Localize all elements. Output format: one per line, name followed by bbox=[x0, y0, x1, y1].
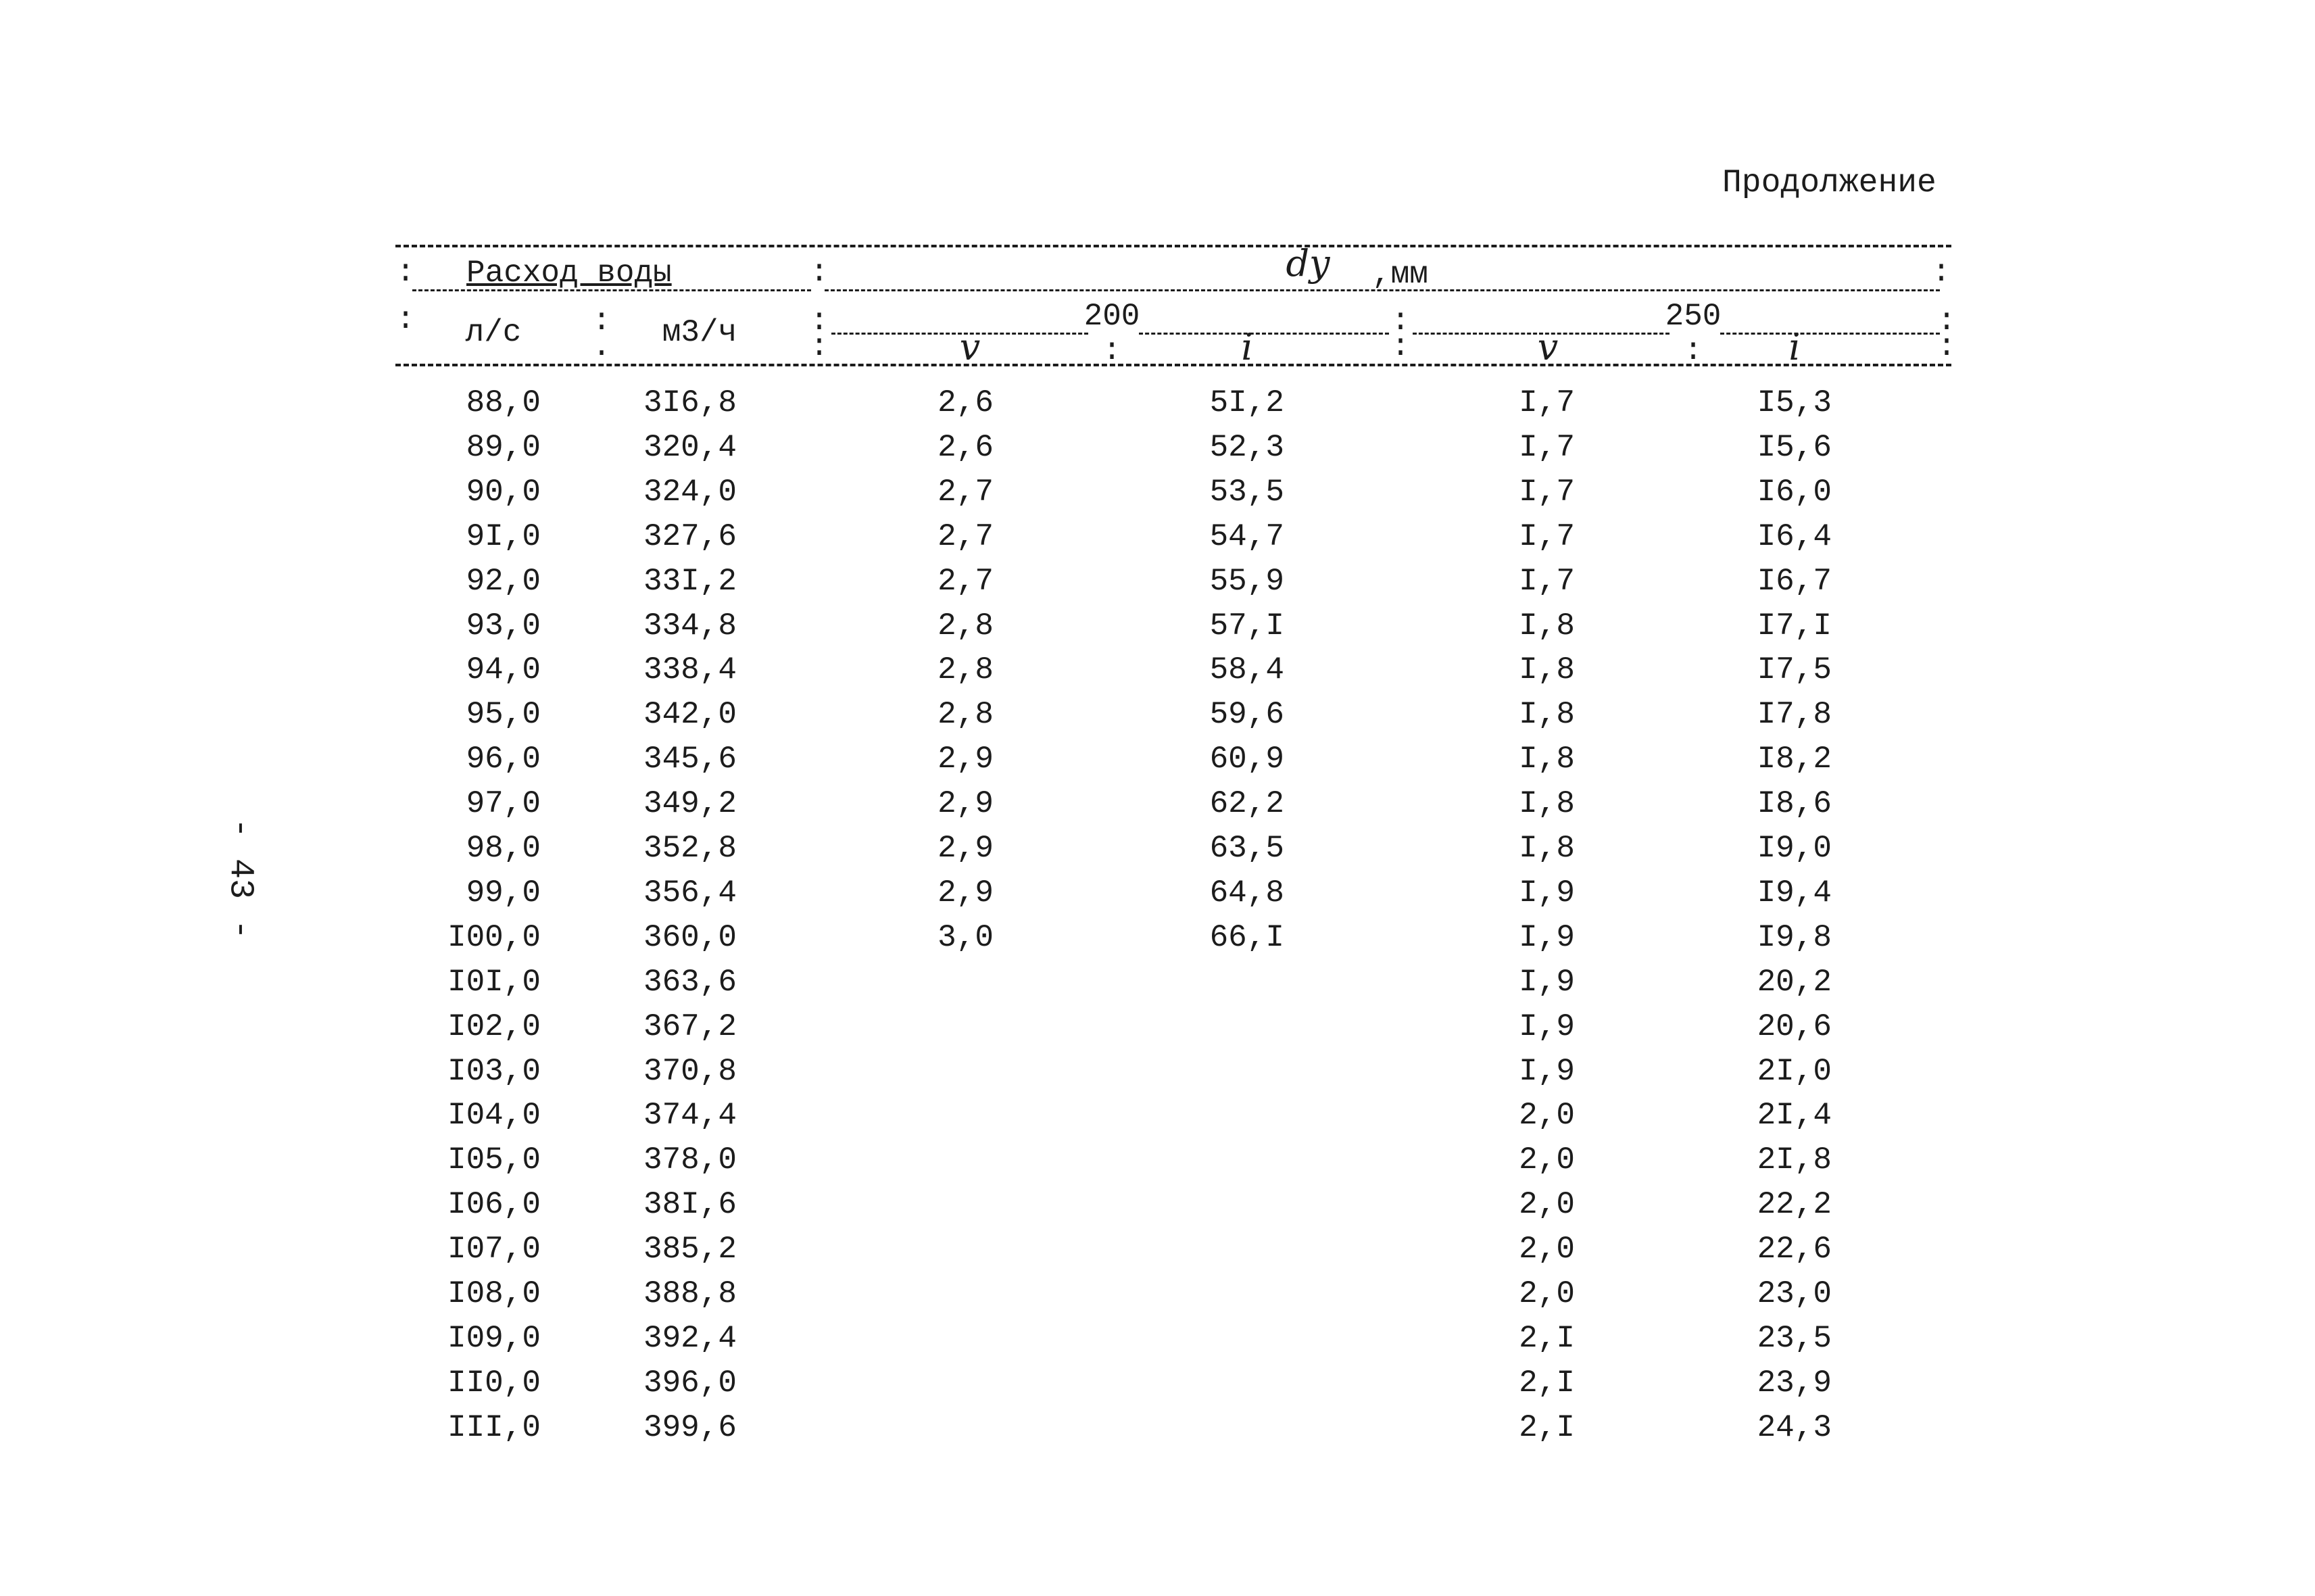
cell-v250: 2,0 bbox=[1519, 1187, 1575, 1223]
table-row bbox=[0, 786, 2315, 831]
cell-m3h: 320,4 bbox=[643, 429, 737, 465]
cell-ls: I05,0 bbox=[447, 1142, 541, 1178]
cell-v200: 2,8 bbox=[937, 608, 994, 644]
cell-v200: 2,9 bbox=[937, 742, 994, 777]
cell-ls: I03,0 bbox=[447, 1053, 541, 1089]
table-row bbox=[0, 608, 2315, 653]
header-rule bbox=[1139, 333, 1389, 335]
cell-i200: 59,6 bbox=[1209, 697, 1284, 733]
table-row bbox=[0, 697, 2315, 742]
cell-i250: I9,4 bbox=[1757, 875, 1832, 911]
cell-i200: 66,I bbox=[1209, 919, 1284, 955]
cell-m3h: 396,0 bbox=[643, 1365, 737, 1401]
cell-ls: 89,0 bbox=[466, 429, 541, 465]
cell-ls: 93,0 bbox=[466, 608, 541, 644]
cell-v250: 2,I bbox=[1519, 1409, 1575, 1445]
table-row bbox=[0, 831, 2315, 875]
cell-v250: 2,0 bbox=[1519, 1276, 1575, 1311]
cell-v250: I,8 bbox=[1519, 608, 1575, 644]
header-separator: : bbox=[1937, 329, 1956, 364]
header-rule bbox=[1720, 333, 1940, 335]
table-row bbox=[0, 1142, 2315, 1187]
header-separator: : bbox=[810, 255, 829, 290]
table-row bbox=[0, 475, 2315, 519]
cell-v200: 2,6 bbox=[937, 429, 994, 465]
cell-m3h: 363,6 bbox=[643, 964, 737, 1000]
cell-ls: 96,0 bbox=[466, 742, 541, 777]
cell-ls: I02,0 bbox=[447, 1009, 541, 1044]
cell-m3h: 327,6 bbox=[643, 518, 737, 554]
cell-v250: I,7 bbox=[1519, 474, 1575, 510]
header-separator: : bbox=[396, 302, 415, 337]
cell-v250: 2,I bbox=[1519, 1320, 1575, 1356]
col-header-ls: л/с bbox=[465, 315, 522, 350]
header-rule bbox=[412, 289, 811, 291]
header-rule bbox=[825, 289, 1940, 291]
cell-ls: 99,0 bbox=[466, 875, 541, 911]
cell-v200: 2,9 bbox=[937, 875, 994, 911]
cell-m3h: 378,0 bbox=[643, 1142, 737, 1178]
cell-v250: I,7 bbox=[1519, 563, 1575, 599]
cell-i250: 2I,0 bbox=[1757, 1053, 1832, 1089]
table-row bbox=[0, 875, 2315, 920]
header-bottom-rule bbox=[395, 364, 1951, 366]
table-row bbox=[0, 385, 2315, 430]
cell-i250: 23,0 bbox=[1757, 1276, 1832, 1311]
cell-v200: 2,7 bbox=[937, 518, 994, 554]
table-row bbox=[0, 1009, 2315, 1054]
cell-m3h: 3I6,8 bbox=[643, 385, 737, 420]
cell-i200: 64,8 bbox=[1209, 875, 1284, 911]
cell-v250: I,9 bbox=[1519, 964, 1575, 1000]
cell-m3h: 367,2 bbox=[643, 1009, 737, 1044]
cell-m3h: 338,4 bbox=[643, 652, 737, 688]
header-separator: . bbox=[592, 329, 611, 364]
cell-m3h: 33I,2 bbox=[643, 563, 737, 599]
header-separator: : bbox=[396, 255, 415, 290]
cell-i250: I7,I bbox=[1757, 608, 1832, 644]
cell-v200: 2,6 bbox=[937, 385, 994, 420]
header-top-rule bbox=[395, 245, 1951, 247]
cell-v250: I,7 bbox=[1519, 518, 1575, 554]
cell-ls: 92,0 bbox=[466, 563, 541, 599]
col-header-i-250: i bbox=[1788, 326, 1801, 368]
table-row bbox=[0, 1054, 2315, 1098]
header-separator: : bbox=[1391, 304, 1410, 339]
cell-m3h: 392,4 bbox=[643, 1320, 737, 1356]
cell-i200: 54,7 bbox=[1209, 518, 1284, 554]
cell-v250: I,8 bbox=[1519, 786, 1575, 822]
header-separator: : bbox=[592, 304, 611, 339]
table-row bbox=[0, 742, 2315, 786]
cell-v200: 2,9 bbox=[937, 786, 994, 822]
cell-v250: I,8 bbox=[1519, 652, 1575, 688]
cell-ls: 98,0 bbox=[466, 831, 541, 866]
header-separator: : bbox=[1684, 333, 1703, 368]
cell-i200: 57,I bbox=[1209, 608, 1284, 644]
cell-i250: I8,6 bbox=[1757, 786, 1832, 822]
cell-m3h: 324,0 bbox=[643, 474, 737, 510]
col-header-v-200: v bbox=[959, 326, 981, 368]
cell-ls: III,0 bbox=[447, 1409, 541, 1445]
table-row bbox=[0, 1232, 2315, 1276]
cell-v250: I,9 bbox=[1519, 1053, 1575, 1089]
dy-unit: ,мм bbox=[1372, 257, 1428, 292]
table-row bbox=[0, 920, 2315, 965]
cell-v250: I,9 bbox=[1519, 875, 1575, 911]
cell-i250: 22,2 bbox=[1757, 1187, 1832, 1223]
cell-v250: I,9 bbox=[1519, 919, 1575, 955]
table-row bbox=[0, 652, 2315, 697]
cell-i200: 52,3 bbox=[1209, 429, 1284, 465]
cell-i200: 63,5 bbox=[1209, 831, 1284, 866]
cell-i250: 20,2 bbox=[1757, 964, 1832, 1000]
table-row bbox=[0, 1365, 2315, 1410]
table-row bbox=[0, 1276, 2315, 1321]
table-row bbox=[0, 564, 2315, 608]
cell-i250: 23,9 bbox=[1757, 1365, 1832, 1401]
cell-i250: I5,6 bbox=[1757, 429, 1832, 465]
page-number: - 43 - bbox=[220, 817, 260, 940]
cell-ls: II0,0 bbox=[447, 1365, 541, 1401]
cell-m3h: 342,0 bbox=[643, 697, 737, 733]
cell-i250: 23,5 bbox=[1757, 1320, 1832, 1356]
cell-m3h: 399,6 bbox=[643, 1409, 737, 1445]
cell-ls: 97,0 bbox=[466, 786, 541, 822]
cell-v250: I,7 bbox=[1519, 385, 1575, 420]
col-header-i-200: i bbox=[1241, 326, 1253, 368]
cell-v250: 2,0 bbox=[1519, 1142, 1575, 1178]
cell-m3h: 374,4 bbox=[643, 1098, 737, 1134]
cell-v250: I,8 bbox=[1519, 697, 1575, 733]
cell-i200: 5I,2 bbox=[1209, 385, 1284, 420]
cell-i200: 62,2 bbox=[1209, 786, 1284, 822]
col-header-m3h: м3/ч bbox=[662, 315, 737, 350]
cell-m3h: 356,4 bbox=[643, 875, 737, 911]
cell-i250: I6,7 bbox=[1757, 563, 1832, 599]
header-separator: : bbox=[1932, 255, 1951, 290]
table-row bbox=[0, 965, 2315, 1009]
cell-v200: 2,8 bbox=[937, 652, 994, 688]
table-row bbox=[0, 519, 2315, 564]
cell-ls: I06,0 bbox=[447, 1187, 541, 1223]
flow-group-label: Расход воды bbox=[466, 256, 672, 291]
cell-v200: 2,8 bbox=[937, 697, 994, 733]
header-separator: : bbox=[1391, 329, 1410, 364]
cell-v200: 2,7 bbox=[937, 474, 994, 510]
cell-v200: 3,0 bbox=[937, 919, 994, 955]
col-header-250: 250 bbox=[1665, 299, 1722, 334]
cell-v200: 2,7 bbox=[937, 563, 994, 599]
cell-m3h: 360,0 bbox=[643, 919, 737, 955]
header-separator: : bbox=[810, 304, 829, 339]
cell-ls: I0I,0 bbox=[447, 964, 541, 1000]
cell-m3h: 345,6 bbox=[643, 742, 737, 777]
header-separator: : bbox=[810, 329, 829, 364]
cell-ls: I07,0 bbox=[447, 1232, 541, 1267]
cell-ls: I00,0 bbox=[447, 919, 541, 955]
header-separator: : bbox=[1937, 304, 1956, 339]
cell-v200: 2,9 bbox=[937, 831, 994, 866]
cell-ls: 9I,0 bbox=[466, 518, 541, 554]
table-row bbox=[0, 430, 2315, 475]
cell-v250: I,8 bbox=[1519, 831, 1575, 866]
cell-ls: I09,0 bbox=[447, 1320, 541, 1356]
cell-ls: 94,0 bbox=[466, 652, 541, 688]
dy-symbol: dy bbox=[1286, 242, 1330, 285]
cell-ls: 95,0 bbox=[466, 697, 541, 733]
cell-i250: I8,2 bbox=[1757, 742, 1832, 777]
cell-m3h: 388,8 bbox=[643, 1276, 737, 1311]
cell-i200: 60,9 bbox=[1209, 742, 1284, 777]
cell-m3h: 38I,6 bbox=[643, 1187, 737, 1223]
cell-i250: I6,4 bbox=[1757, 518, 1832, 554]
cell-m3h: 385,2 bbox=[643, 1232, 737, 1267]
cell-m3h: 352,8 bbox=[643, 831, 737, 866]
cell-ls: 90,0 bbox=[466, 474, 541, 510]
cell-v250: I,9 bbox=[1519, 1009, 1575, 1044]
cell-i250: 2I,8 bbox=[1757, 1142, 1832, 1178]
cell-ls: 88,0 bbox=[466, 385, 541, 420]
cell-i250: 2I,4 bbox=[1757, 1098, 1832, 1134]
header-separator: : bbox=[1102, 333, 1121, 368]
cell-v250: 2,I bbox=[1519, 1365, 1575, 1401]
cell-v250: 2,0 bbox=[1519, 1098, 1575, 1134]
table-row bbox=[0, 1187, 2315, 1232]
table-row bbox=[0, 1321, 2315, 1365]
cell-i250: I7,5 bbox=[1757, 652, 1832, 688]
cell-ls: I04,0 bbox=[447, 1098, 541, 1134]
cell-v250: I,7 bbox=[1519, 429, 1575, 465]
cell-v250: 2,0 bbox=[1519, 1232, 1575, 1267]
cell-i250: I9,0 bbox=[1757, 831, 1832, 866]
cell-i200: 53,5 bbox=[1209, 474, 1284, 510]
cell-m3h: 349,2 bbox=[643, 786, 737, 822]
cell-i250: I6,0 bbox=[1757, 474, 1832, 510]
cell-i250: I7,8 bbox=[1757, 697, 1832, 733]
table-row bbox=[0, 1098, 2315, 1142]
cell-i250: 22,6 bbox=[1757, 1232, 1832, 1267]
cell-i250: I5,3 bbox=[1757, 385, 1832, 420]
cell-i200: 58,4 bbox=[1209, 652, 1284, 688]
cell-m3h: 370,8 bbox=[643, 1053, 737, 1089]
table-row bbox=[0, 1410, 2315, 1455]
cell-m3h: 334,8 bbox=[643, 608, 737, 644]
cell-ls: I08,0 bbox=[447, 1276, 541, 1311]
cell-i250: I9,8 bbox=[1757, 919, 1832, 955]
continuation-label: Продолжение bbox=[1722, 165, 1936, 201]
cell-i250: 24,3 bbox=[1757, 1409, 1832, 1445]
cell-i200: 55,9 bbox=[1209, 563, 1284, 599]
cell-i250: 20,6 bbox=[1757, 1009, 1832, 1044]
cell-v250: I,8 bbox=[1519, 742, 1575, 777]
col-header-v-250: v bbox=[1537, 326, 1559, 368]
col-header-200: 200 bbox=[1083, 299, 1140, 334]
